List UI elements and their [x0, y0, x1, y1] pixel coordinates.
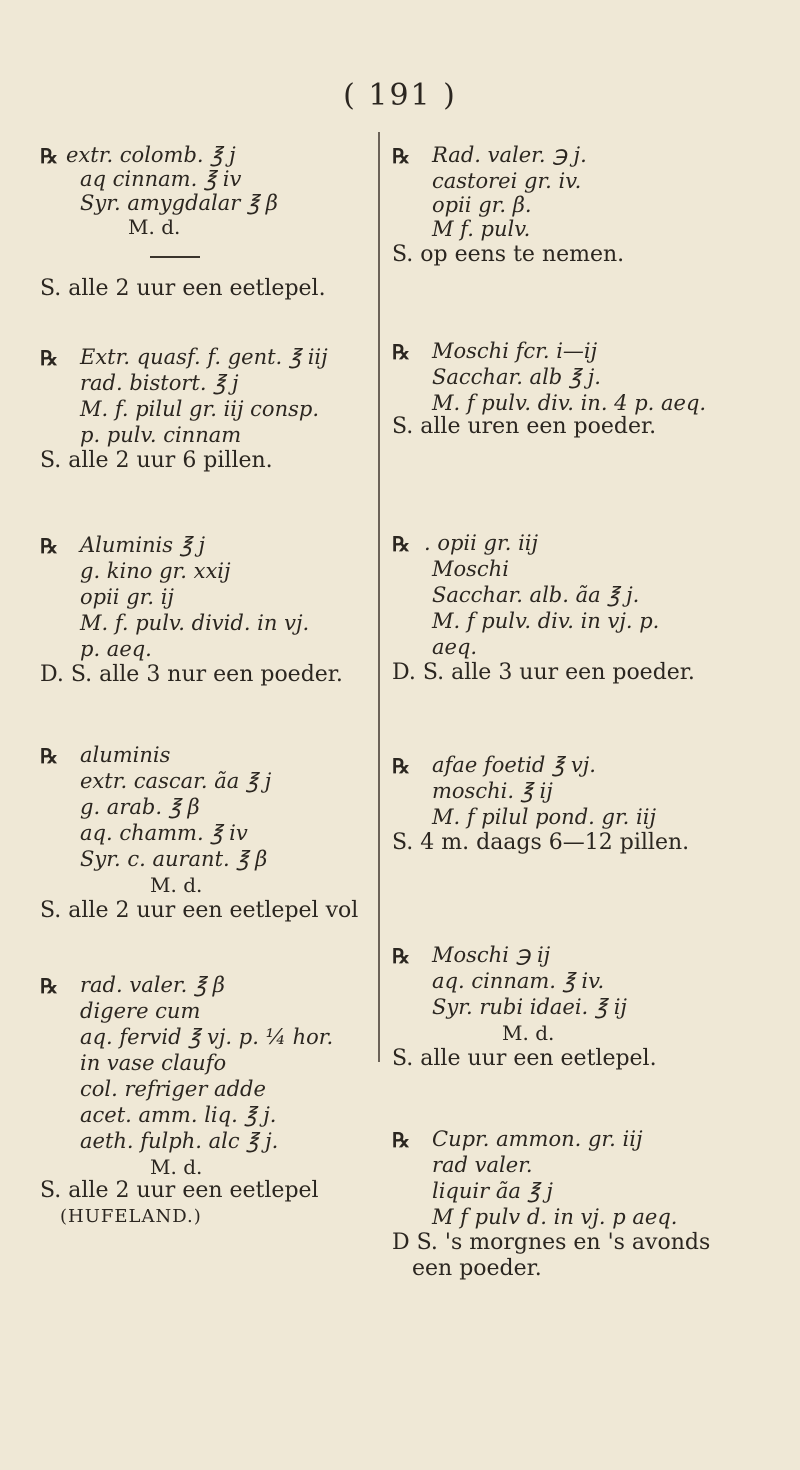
ingredient-line: M f pulv d. in vj. p aeq.	[432, 1205, 678, 1229]
rx-icon: ℞	[40, 144, 58, 168]
ingredient-line: aeq.	[432, 635, 478, 659]
rx-icon: ℞	[392, 944, 410, 968]
ingredient-line: liquir ãa ℥ j	[432, 1179, 553, 1203]
signa-continuation: een poeder.	[412, 1256, 542, 1281]
rx-icon: ℞	[40, 974, 58, 998]
ingredient-line: Moschi	[432, 557, 509, 581]
ingredient-line: aq cinnam. ℥ iv	[80, 167, 242, 191]
ingredient-line: M. f. pilul gr. iij consp.	[80, 397, 319, 421]
ingredient-line: acet. amm. liq. ℥ j.	[80, 1103, 277, 1127]
ingredient-line: rad valer.	[432, 1153, 533, 1177]
rx-icon: ℞	[392, 144, 410, 168]
ingredient-line: aluminis	[80, 743, 171, 767]
rx-icon: ℞	[392, 532, 410, 556]
ingredient-line: Sacchar. alb ℥ j.	[432, 365, 601, 389]
signa-line: D S. 's morgnes en 's avonds	[392, 1230, 711, 1255]
ingredient-line: Syr. rubi idaei. ℥ ij	[432, 995, 627, 1019]
ingredient-line: g. kino gr. xxij	[80, 559, 231, 583]
ingredient-line: aq. cinnam. ℥ iv.	[432, 969, 605, 993]
ingredient-line: Aluminis ℥ j	[80, 533, 206, 557]
ingredient-line: moschi. ℥ ij	[432, 779, 553, 803]
signa-line: S. alle 2 uur een eetlepel vol	[40, 898, 359, 923]
ingredient-line: aq. fervid ℥ vj. p. ¼ hor.	[80, 1025, 334, 1049]
ingredient-line: p. aeq.	[80, 637, 152, 661]
signa-line: S. alle 2 uur 6 pillen.	[40, 448, 273, 473]
rx-icon: ℞	[392, 754, 410, 778]
ingredient-line: . opii gr. iij	[424, 531, 539, 555]
ingredient-line: afae foetid ℥ vj.	[432, 753, 596, 777]
ingredient-line: M. f pulv. div. in vj. p.	[432, 609, 660, 633]
ingredient-line: extr. cascar. ãa ℥ j	[80, 769, 272, 793]
ingredient-line: aeth. fulph. alc ℥ j.	[80, 1129, 279, 1153]
rx-icon: ℞	[40, 534, 58, 558]
ingredient-line: rad. valer. ℥ β	[80, 973, 225, 997]
ingredient-line: Sacchar. alb. ãa ℥ j.	[432, 583, 640, 607]
ingredient-line: Moschi fcr. i—ij	[432, 339, 598, 363]
attribution: (HUFELAND.)	[60, 1206, 202, 1227]
signa-line: S. alle 2 uur een eetlepel	[40, 1178, 319, 1203]
mixture-line: M. d.	[150, 873, 203, 897]
rx-icon: ℞	[40, 744, 58, 768]
rx-icon: ℞	[40, 346, 58, 370]
ingredient-line: Moschi ℈ ij	[432, 943, 551, 967]
signa-line: D. S. alle 3 nur een poeder.	[40, 662, 343, 687]
ingredient-line: col. refriger adde	[80, 1077, 266, 1101]
page-header: ( 191 )	[343, 78, 457, 113]
ingredient-line: aq. chamm. ℥ iv	[80, 821, 248, 845]
ingredient-line: M. f. pulv. divid. in vj.	[80, 611, 310, 635]
ingredient-line: rad. bistort. ℥ j	[80, 371, 239, 395]
ingredient-line: Extr. quasf. f. gent. ℥ iij	[80, 345, 328, 369]
ingredient-line: Rad. valer. ℈ j.	[432, 143, 587, 167]
ingredient-line: Cupr. ammon. gr. iij	[432, 1127, 643, 1151]
signa-line: S. alle uren een poeder.	[392, 414, 657, 439]
ingredient-line: M. f pulv. div. in. 4 p. aeq.	[432, 391, 707, 415]
signa-line: D. S. alle 3 uur een poeder.	[392, 660, 695, 685]
ingredient-line: g. arab. ℥ β	[80, 795, 200, 819]
ingredient-line: opii gr. ij	[80, 585, 174, 609]
signa-line: S. 4 m. daags 6—12 pillen.	[392, 830, 690, 855]
ingredient-line: extr. colomb. ℥ j	[66, 143, 236, 167]
mixture-line: M. d.	[150, 1155, 203, 1179]
separator-rule	[150, 256, 200, 258]
mixture-line: M. d.	[502, 1021, 555, 1045]
rx-icon: ℞	[392, 340, 410, 364]
ingredient-line: Syr. amygdalar ℥ β	[80, 191, 278, 215]
signa-line: S. op eens te nemen.	[392, 242, 625, 267]
signa-line: S. alle uur een eetlepel.	[392, 1046, 657, 1071]
ingredient-line: M. f pilul pond. gr. iij	[432, 805, 656, 829]
ingredient-line: in vase claufo	[80, 1051, 227, 1075]
ingredient-line: p. pulv. cinnam	[80, 423, 242, 447]
ingredient-line: opii gr. β.	[432, 193, 532, 217]
rx-icon: ℞	[392, 1128, 410, 1152]
column-divider	[378, 132, 380, 1062]
ingredient-line: Syr. c. aurant. ℥ β	[80, 847, 268, 871]
mixture-line: M. d.	[128, 215, 181, 239]
signa-line: S. alle 2 uur een eetlepel.	[40, 276, 326, 301]
ingredient-line: digere cum	[80, 999, 201, 1023]
ingredient-line: M f. pulv.	[432, 217, 531, 241]
ingredient-line: castorei gr. iv.	[432, 169, 582, 193]
